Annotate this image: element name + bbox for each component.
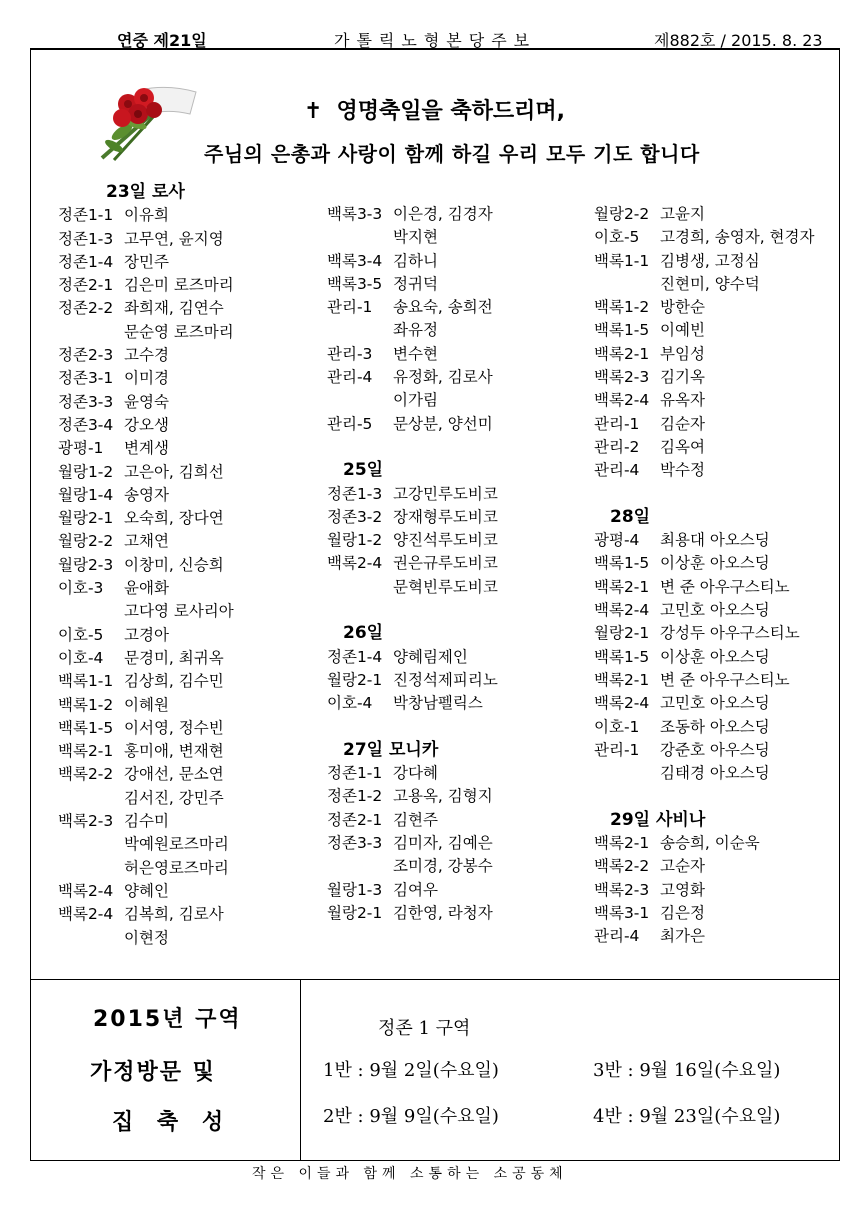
names: 고다영 로사리아 — [124, 602, 234, 621]
names: 최용대 아오스딩 — [660, 531, 770, 550]
district-code: 백록3-5 — [327, 274, 383, 293]
list-item — [58, 554, 234, 577]
list-item — [58, 437, 234, 460]
district-code — [58, 321, 124, 344]
district-code — [327, 576, 393, 599]
district-code: 관리-1 — [327, 298, 373, 317]
list-item — [327, 832, 498, 855]
names: 김서진, 강민주 — [124, 788, 224, 807]
names: 이창미, 신승희 — [124, 555, 224, 574]
list-item — [58, 204, 234, 227]
district-code: 백록3-4 — [327, 251, 383, 270]
list-item — [594, 855, 814, 878]
list-item — [594, 226, 814, 249]
list-item — [327, 855, 498, 878]
list-item — [327, 692, 498, 715]
list-item — [327, 250, 498, 273]
district-code: 월랑2-1 — [594, 624, 650, 643]
district-code: 백록1-5 — [594, 321, 650, 340]
district-code: 정존3-3 — [327, 834, 383, 853]
names: 고경아 — [124, 625, 169, 644]
list-item — [594, 646, 814, 669]
list-item — [327, 203, 498, 226]
list-item — [58, 833, 234, 856]
list-item — [58, 787, 234, 810]
list-item — [327, 809, 498, 832]
rose-bouquet-icon — [92, 80, 204, 162]
names: 송요숙, 송희전 — [393, 298, 493, 317]
list-item — [58, 694, 234, 717]
district-code: 월랑2-1 — [327, 670, 383, 689]
list-item — [58, 717, 234, 740]
district-code: 월랑1-4 — [58, 485, 114, 504]
names: 장재형루도비코 — [393, 507, 498, 526]
district-code: 월랑2-2 — [594, 205, 650, 223]
district-code: 관리-3 — [327, 344, 373, 363]
feast-day-heading: 28일 — [610, 506, 651, 527]
list-item — [327, 879, 498, 902]
district-code: 이호-1 — [594, 717, 640, 736]
names: 이현정 — [124, 928, 169, 947]
names: 양혜림제인 — [393, 647, 468, 666]
bulletin-name: 가톨릭노형본당주보 — [334, 31, 537, 50]
names: 권은규루도비코 — [393, 554, 498, 573]
list-item — [58, 274, 234, 297]
list-item — [58, 391, 234, 414]
names: 최가은 — [660, 927, 705, 946]
district-code: 백록2-4 — [58, 905, 114, 924]
issue-week: 연중 제21일 — [117, 31, 207, 50]
visit-session: 4반 : 9월 23일(수요일) — [593, 1106, 781, 1127]
names: 박수정 — [660, 461, 705, 480]
names: 고경희, 송영자, 현경자 — [660, 228, 815, 247]
district-code: 광평-1 — [58, 439, 104, 458]
names: 김현주 — [393, 810, 438, 829]
names: 김하니 — [393, 251, 438, 270]
district-code: 백록1-2 — [594, 298, 650, 317]
names: 강성두 아우구스티노 — [660, 624, 800, 643]
list-item — [594, 552, 814, 575]
district-code: 정존3-2 — [327, 507, 383, 526]
list-item — [58, 321, 234, 344]
district-code: 백록2-1 — [594, 670, 650, 689]
names: 이미경 — [124, 369, 169, 388]
list-item — [58, 577, 234, 600]
feast-day-heading: 26일 — [343, 623, 384, 644]
list-item — [327, 413, 498, 436]
district-code: 백록1-5 — [594, 554, 650, 573]
list-item — [594, 413, 814, 436]
list-item — [58, 367, 234, 390]
names: 진정석제피리노 — [393, 670, 498, 689]
district-code — [594, 273, 660, 296]
names: 이서영, 정수빈 — [124, 718, 224, 737]
district-code — [327, 389, 393, 412]
names: 김은미 로즈마리 — [124, 276, 234, 295]
district-code: 이호-4 — [58, 648, 104, 667]
list-item — [327, 389, 498, 412]
district-code: 월랑2-2 — [58, 532, 114, 551]
visit-session: 1반 : 9월 2일(수요일) — [323, 1060, 499, 1081]
spacer — [594, 483, 814, 506]
district-code: 정존1-1 — [58, 206, 114, 225]
list-item — [594, 739, 814, 762]
list-item — [594, 319, 814, 342]
visit-label-line-1: 2015년 구역 — [93, 1007, 242, 1032]
list-item — [58, 600, 234, 623]
list-item — [58, 763, 234, 786]
names: 문혁빈루도비코 — [393, 577, 498, 596]
district-code — [58, 600, 124, 623]
district-code: 백록2-2 — [58, 765, 114, 784]
list-item — [58, 740, 234, 763]
names: 고용옥, 김형지 — [393, 787, 493, 806]
district-code: 관리-4 — [594, 927, 640, 946]
district-code: 관리-4 — [327, 368, 373, 387]
district-code: 정존2-1 — [327, 810, 383, 829]
names: 양혜인 — [124, 881, 169, 900]
district-code: 정존2-2 — [58, 299, 114, 318]
list-item — [327, 669, 498, 692]
list-item — [327, 483, 498, 506]
list-item — [594, 250, 814, 273]
visit-label-line-3: 집 축 성 — [112, 1110, 232, 1135]
list-item — [594, 832, 814, 855]
list-item — [594, 879, 814, 902]
district-code: 백록3-1 — [594, 903, 650, 922]
list-item — [594, 529, 814, 552]
names: 이예빈 — [660, 321, 705, 340]
visit-session: 2반 : 9월 9일(수요일) — [323, 1106, 499, 1127]
district-code: 백록1-5 — [58, 718, 114, 737]
district-code — [58, 857, 124, 880]
names: 양진석루도비코 — [393, 531, 498, 550]
list-item — [58, 297, 234, 320]
district-code: 백록2-4 — [594, 601, 650, 620]
list-item — [594, 576, 814, 599]
names: 고영화 — [660, 880, 705, 899]
list-item — [58, 857, 234, 880]
names: 윤영숙 — [124, 392, 169, 411]
names: 고윤지 — [660, 205, 705, 223]
district-code — [58, 833, 124, 856]
list-item — [327, 273, 498, 296]
district-code — [58, 787, 124, 810]
list-item — [58, 228, 234, 251]
cross-icon: ✝ — [304, 99, 323, 124]
district-code: 정존3-4 — [58, 415, 114, 434]
list-item — [58, 927, 234, 950]
feast-day-heading: 25일 — [343, 460, 384, 481]
names: 강준호 아우스딩 — [660, 740, 770, 759]
district-code — [594, 762, 660, 785]
list-item — [58, 810, 234, 833]
district-code: 백록2-2 — [594, 857, 650, 876]
list-item — [58, 344, 234, 367]
names: 이혜원 — [124, 695, 169, 714]
visit-area: 정존 1 구역 — [378, 1018, 471, 1039]
names: 조미경, 강봉수 — [393, 857, 493, 876]
list-item — [327, 902, 498, 925]
names: 김순자 — [660, 414, 705, 433]
district-code: 이호-3 — [58, 579, 104, 598]
names: 윤애화 — [124, 579, 169, 598]
names: 진현미, 양수덕 — [660, 274, 760, 293]
visit-divider — [300, 980, 301, 1160]
spacer — [327, 716, 498, 739]
names: 변수현 — [393, 344, 438, 363]
visit-label-line-2: 가정방문 및 — [90, 1060, 216, 1085]
names: 이은경, 김경자 — [393, 205, 493, 223]
page-title — [304, 94, 565, 125]
names: 김한영, 라청자 — [393, 903, 493, 922]
district-code: 관리-1 — [594, 740, 640, 759]
district-code: 월랑1-2 — [327, 531, 383, 550]
district-code: 정존1-2 — [327, 787, 383, 806]
list-item — [58, 414, 234, 437]
list-item — [594, 622, 814, 645]
list-item — [594, 762, 814, 785]
title-text: 영명축일을 축하드리며, — [336, 99, 565, 124]
district-code: 정존3-3 — [58, 392, 114, 411]
district-code: 이호-5 — [594, 228, 640, 247]
list-item — [58, 670, 234, 693]
names: 김병생, 고정심 — [660, 251, 760, 270]
names: 고은아, 김희선 — [124, 462, 224, 481]
district-code: 백록2-4 — [58, 881, 114, 900]
names: 변 준 아우구스티노 — [660, 577, 790, 596]
page-subtitle: 주님의 은총과 사랑이 함께 하길 우리 모두 기도 합니다 — [204, 142, 700, 166]
names: 강다혜 — [393, 764, 438, 783]
list-item — [594, 599, 814, 622]
issue-number-date: 제882호 / 2015. 8. 23 — [654, 31, 823, 50]
district-code: 정존1-1 — [327, 764, 383, 783]
list-item — [58, 647, 234, 670]
list-item — [594, 203, 814, 226]
names: 변계생 — [124, 439, 169, 458]
names: 방한순 — [660, 298, 705, 317]
list-item — [327, 646, 498, 669]
names: 고민호 아오스딩 — [660, 694, 770, 713]
names: 좌유정 — [393, 321, 438, 340]
names: 홍미애, 변재현 — [124, 742, 224, 761]
district-code: 이호-4 — [327, 694, 373, 713]
names: 김여우 — [393, 880, 438, 899]
list-item — [58, 507, 234, 530]
names: 장민주 — [124, 252, 169, 271]
district-code: 백록2-1 — [594, 834, 650, 853]
section-divider — [30, 979, 840, 980]
district-code: 정존1-3 — [58, 229, 114, 248]
names: 이유희 — [124, 206, 169, 225]
column-3 — [594, 203, 814, 949]
names: 좌희재, 김연수 — [124, 299, 224, 318]
list-item — [594, 692, 814, 715]
names: 고순자 — [660, 857, 705, 876]
names: 송영자 — [124, 485, 169, 504]
district-code — [327, 226, 393, 249]
spacer — [594, 785, 814, 808]
column-2 — [327, 203, 498, 925]
district-code: 월랑1-3 — [327, 880, 383, 899]
list-item — [58, 624, 234, 647]
district-code: 정존2-3 — [58, 346, 114, 365]
list-item — [327, 785, 498, 808]
list-item — [58, 903, 234, 926]
district-code: 백록2-4 — [594, 391, 650, 410]
list-item — [327, 552, 498, 575]
spacer — [327, 436, 498, 459]
district-code — [58, 927, 124, 950]
names: 김수미 — [124, 812, 169, 831]
district-code: 정존1-3 — [327, 484, 383, 503]
names: 박지현 — [393, 228, 438, 247]
district-code — [327, 855, 393, 878]
list-item — [594, 716, 814, 739]
names: 김상희, 김수민 — [124, 672, 224, 691]
list-item — [327, 576, 498, 599]
district-code: 백록1-1 — [58, 672, 114, 691]
names: 변 준 아우구스티노 — [660, 670, 790, 689]
district-code: 백록2-1 — [594, 344, 650, 363]
district-code: 백록2-3 — [594, 368, 650, 387]
names: 이상훈 아오스딩 — [660, 554, 770, 573]
list-item — [58, 484, 234, 507]
names: 강애선, 문소연 — [124, 765, 224, 784]
list-item — [58, 251, 234, 274]
district-code: 관리-2 — [594, 437, 640, 456]
district-code: 백록2-4 — [327, 554, 383, 573]
list-item — [58, 461, 234, 484]
names: 고무연, 윤지영 — [124, 229, 224, 248]
feast-day-heading: 27일 모니카 — [343, 739, 439, 760]
names: 고수경 — [124, 346, 169, 365]
district-code: 정존1-4 — [327, 647, 383, 666]
district-code: 월랑2-3 — [58, 555, 114, 574]
names: 허은영로즈마리 — [124, 858, 229, 877]
list-item — [594, 436, 814, 459]
list-item — [327, 226, 498, 249]
names: 김옥여 — [660, 437, 705, 456]
list-item — [594, 296, 814, 319]
district-code: 백록1-5 — [594, 647, 650, 666]
list-item — [594, 343, 814, 366]
district-code: 월랑1-2 — [58, 462, 114, 481]
feast-day-heading: 29일 사비나 — [610, 809, 706, 830]
district-code: 백록2-3 — [594, 880, 650, 899]
names: 강오생 — [124, 415, 169, 434]
list-item — [327, 529, 498, 552]
list-item — [594, 902, 814, 925]
list-item — [327, 296, 498, 319]
district-code: 백록1-2 — [58, 695, 114, 714]
column-1 — [58, 181, 234, 950]
names: 고채연 — [124, 532, 169, 551]
district-code: 관리-4 — [594, 461, 640, 480]
names: 박예원로즈마리 — [124, 835, 229, 854]
names: 유정화, 김로사 — [393, 368, 493, 387]
names: 송승희, 이순욱 — [660, 834, 760, 853]
names: 문상분, 양선미 — [393, 414, 493, 433]
visit-session: 3반 : 9월 16일(수요일) — [593, 1060, 781, 1081]
names: 부임성 — [660, 344, 705, 363]
district-code: 관리-1 — [594, 414, 640, 433]
names: 김복희, 김로사 — [124, 905, 224, 924]
names: 김은정 — [660, 903, 705, 922]
names: 이상훈 아오스딩 — [660, 647, 770, 666]
names: 문순영 로즈마리 — [124, 322, 234, 341]
list-item — [594, 669, 814, 692]
list-item — [58, 880, 234, 903]
district-code: 정존1-4 — [58, 252, 114, 271]
list-item — [327, 506, 498, 529]
district-code: 백록2-3 — [58, 812, 114, 831]
district-code: 이호-5 — [58, 625, 104, 644]
district-code: 백록2-1 — [58, 742, 114, 761]
names: 박창남펠릭스 — [393, 694, 483, 713]
names: 유옥자 — [660, 391, 705, 410]
names: 정귀덕 — [393, 274, 438, 293]
district-code: 백록2-4 — [594, 694, 650, 713]
district-code: 정존2-1 — [58, 276, 114, 295]
footer-motto: 작은 이들과 함께 소통하는 소공동체 — [252, 1166, 568, 1182]
list-item — [594, 925, 814, 948]
list-item — [327, 762, 498, 785]
names: 고민호 아오스딩 — [660, 601, 770, 620]
list-item — [594, 459, 814, 482]
names: 문경미, 최귀옥 — [124, 648, 224, 667]
names: 김태경 아오스딩 — [660, 764, 770, 783]
district-code: 백록1-1 — [594, 251, 650, 270]
names: 고강민루도비코 — [393, 484, 498, 503]
list-item — [327, 343, 498, 366]
list-item — [58, 530, 234, 553]
district-code: 백록3-3 — [327, 205, 383, 223]
list-item — [594, 389, 814, 412]
district-code: 광평-4 — [594, 531, 640, 550]
names: 김미자, 김예은 — [393, 834, 493, 853]
spacer — [327, 599, 498, 622]
list-item — [327, 366, 498, 389]
names: 조동하 아오스딩 — [660, 717, 770, 736]
list-item — [327, 319, 498, 342]
district-code: 정존3-1 — [58, 369, 114, 388]
feast-day-heading: 23일 로사 — [106, 182, 185, 202]
district-code — [327, 319, 393, 342]
district-code: 월랑2-1 — [327, 903, 383, 922]
district-code: 월랑2-1 — [58, 509, 114, 528]
names: 이가림 — [393, 391, 438, 410]
district-code: 백록2-1 — [594, 577, 650, 596]
district-code: 관리-5 — [327, 414, 373, 433]
list-item — [594, 273, 814, 296]
names: 김기옥 — [660, 368, 705, 387]
list-item — [594, 366, 814, 389]
names: 오숙희, 장다연 — [124, 509, 224, 528]
